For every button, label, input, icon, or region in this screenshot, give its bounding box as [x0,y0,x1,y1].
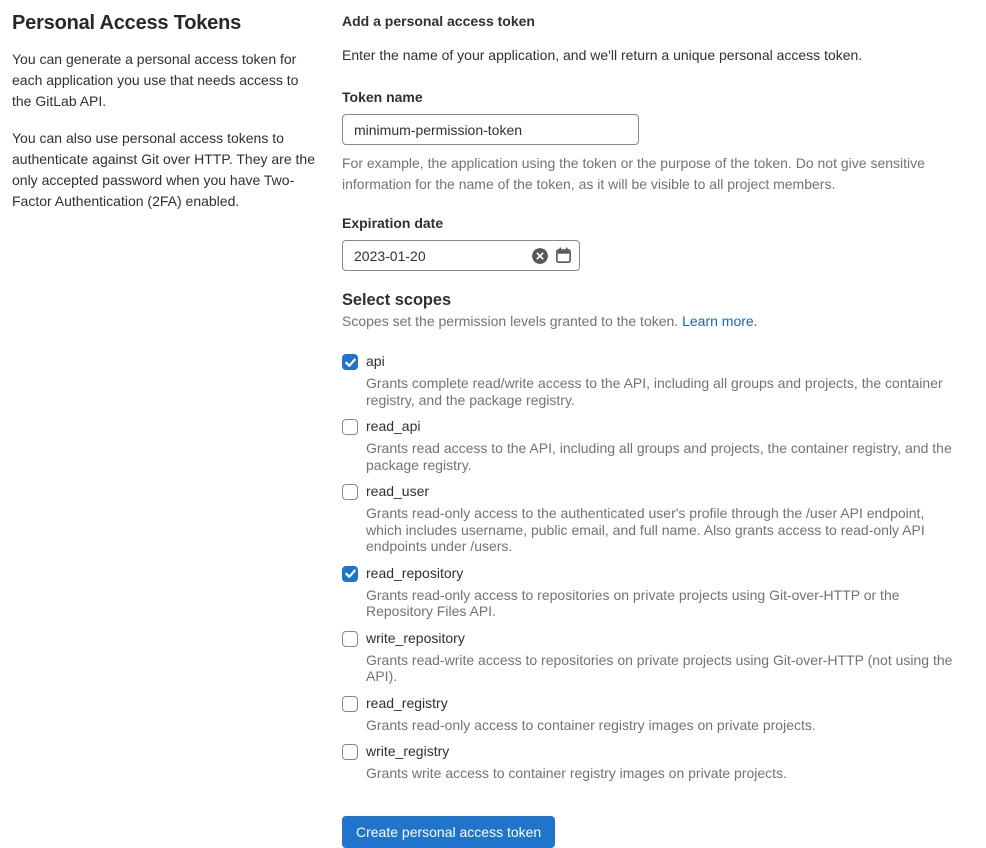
page-description-2: You can also use personal access tokens to authenticate against Git over HTTP. They are the only accepted password when you have Two-Factor Authentication (2FA) enabled. [12,130,315,209]
scope-row-read_repository [342,563,963,620]
scope-text-read_repository [366,563,963,620]
page-description-1: You can generate a personal access token for each application you use that needs access to the GitLab API. [12,51,299,109]
scope-row-read_api [342,416,963,473]
create-token-button[interactable]: Create personal access token [342,816,555,848]
select-scopes-heading: Select scopes [342,291,452,309]
scopes-help-body: Scopes set the permission levels granted to the token. [342,313,683,329]
scope-text-api [366,351,963,408]
scope-label-read_repository[interactable]: read_repository [366,564,464,581]
scope-checkbox-write_repository[interactable] [342,631,358,647]
scope-checkbox-read_user[interactable] [342,484,358,500]
scope-checkbox-write_registry[interactable] [342,744,358,760]
expiration-date-field [342,240,580,271]
form-heading: Add a personal access token [342,13,535,29]
scope-row-write_registry [342,741,963,782]
calendar-icon[interactable] [554,247,572,265]
scope-row-read_registry [342,693,963,734]
scope-checkbox-read_registry[interactable] [342,696,358,712]
scope-checkbox-read_repository[interactable] [342,566,358,582]
token-name-input[interactable] [342,114,639,145]
scope-label-read_registry[interactable]: read_registry [366,694,448,711]
scopes-help-text [342,311,963,332]
scope-label-read_api[interactable]: read_api [366,418,421,434]
scope-label-write_registry[interactable]: write_registry [366,743,450,759]
scope-row-api [342,351,963,408]
token-name-label: Token name [342,89,423,105]
scope-checkbox-api[interactable] [342,354,358,370]
form-subheading: Enter the name of your application, and we'll return a unique personal access token. [342,47,863,63]
scope-text-write_repository [366,628,963,685]
scope-description-api: Grants complete read/write access to the API, including all groups and projects, the container registry, and the package registry. [366,375,943,408]
token-name-help: For example, the application using the token or the purpose of the token. Do not give sensitive information for the name of the token, as it will be visible to all project members. [342,155,925,192]
scope-text-write_registry [366,741,787,782]
scope-description-read_api: Grants read access to the API, including all groups and projects, the container registry, and the package registry. [366,440,952,473]
scope-description-write_repository: Grants read-write access to repositories on private projects using Git-over-HTTP (not using the API). [366,651,953,684]
scope-description-read_registry: Grants read-only access to container registry images on private projects. [366,716,816,733]
scope-row-read_user [342,481,963,555]
page-title: Personal Access Tokens [12,12,242,34]
scope-text-read_registry [366,693,816,734]
expiration-date-label: Expiration date [342,215,444,231]
scope-description-read_user: Grants read-only access to the authenticated user's profile through the /user API endpoint, which includes username, public email, and full name. Also grants access to read-only API endpoints under /users. [366,505,925,554]
scope-text-read_user [366,481,963,555]
learn-more-link[interactable]: Learn more. [682,313,758,329]
scope-row-write_repository [342,628,963,685]
scope-list [342,351,963,782]
scope-checkbox-read_api[interactable] [342,419,358,435]
x-circle-icon[interactable] [531,247,549,265]
token-form [342,12,963,848]
scope-label-api[interactable]: api [366,353,385,369]
scope-text-read_api [366,416,963,473]
scope-description-write_registry: Grants write access to container registry images on private projects. [366,765,787,781]
scope-description-read_repository: Grants read-only access to repositories on private projects using Git-over-HTTP or the Repository Files API. [366,586,900,619]
scope-label-read_user[interactable]: read_user [366,483,430,499]
scope-label-write_repository[interactable]: write_repository [366,629,465,646]
page-info-column [12,12,315,848]
